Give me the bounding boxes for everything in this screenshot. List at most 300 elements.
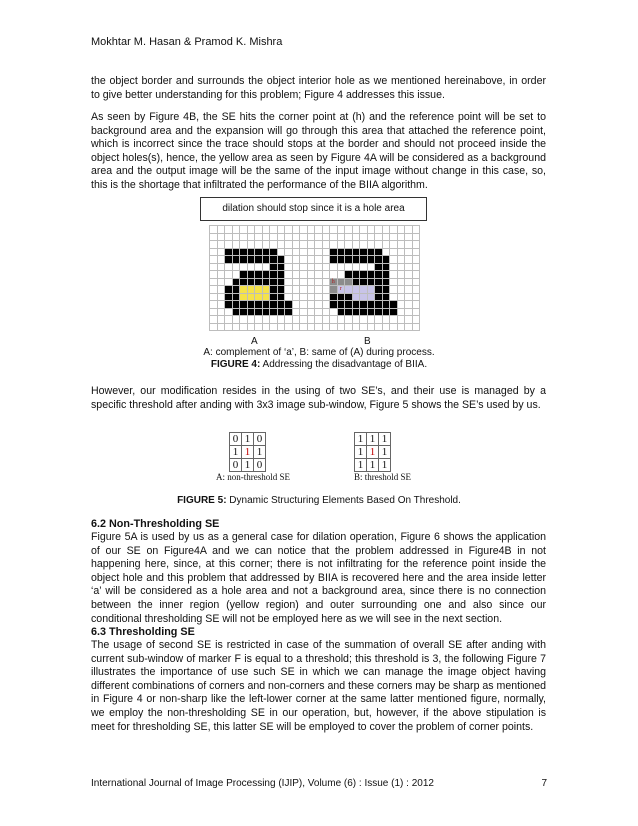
pixel-cell — [315, 256, 323, 264]
pixel-cell — [233, 309, 241, 317]
pixel-cell — [285, 234, 293, 242]
pixel-cell — [353, 256, 361, 264]
pixel-cell — [323, 324, 331, 332]
pixel-cell — [293, 234, 301, 242]
pixel-cell — [210, 256, 218, 264]
pixel-cell — [345, 294, 353, 302]
figure4-grid-b — [314, 225, 420, 331]
pixel-cell — [345, 241, 353, 249]
pixel-cell — [285, 271, 293, 279]
pixel-cell — [383, 301, 391, 309]
pixel-cell — [330, 286, 338, 294]
pixel-cell — [255, 309, 263, 317]
pixel-cell — [278, 226, 286, 234]
pixel-cell — [360, 324, 368, 332]
pixel-cell — [240, 301, 248, 309]
se-cell: 0 — [230, 433, 242, 446]
pixel-cell — [240, 249, 248, 257]
pixel-cell — [293, 286, 301, 294]
pixel-cell — [315, 294, 323, 302]
pixel-cell — [338, 271, 346, 279]
pixel-cell — [248, 286, 256, 294]
pixel-cell — [390, 301, 398, 309]
pixel-cell — [360, 234, 368, 242]
pixel-cell — [278, 309, 286, 317]
pixel-cell — [218, 309, 226, 317]
pixel-cell — [285, 301, 293, 309]
se-cell: 1 — [367, 459, 379, 472]
figure4-caption — [0, 359, 638, 370]
pixel-cell — [240, 234, 248, 242]
pixel-cell — [210, 286, 218, 294]
pixel-cell — [413, 226, 421, 234]
pixel-cell — [360, 294, 368, 302]
pixel-cell — [368, 249, 376, 257]
pixel-cell — [240, 226, 248, 234]
pixel-cell — [218, 279, 226, 287]
pixel-cell — [353, 316, 361, 324]
figure5-se-threshold — [354, 432, 391, 472]
pixel-cell — [383, 286, 391, 294]
pixel-cell — [255, 241, 263, 249]
pixel-cell — [225, 256, 233, 264]
pixel-cell — [405, 301, 413, 309]
se-cell: 1 — [242, 446, 254, 459]
pixel-cell — [375, 309, 383, 317]
pixel-cell — [353, 241, 361, 249]
pixel-cell — [233, 279, 241, 287]
pixel-cell — [398, 279, 406, 287]
pixel-cell — [345, 286, 353, 294]
pixel-cell — [293, 279, 301, 287]
pixel-cell — [360, 241, 368, 249]
pixel-cell — [255, 316, 263, 324]
pixel-cell — [285, 264, 293, 272]
pixel-cell — [345, 234, 353, 242]
pixel-cell — [375, 279, 383, 287]
pixel-cell — [300, 241, 308, 249]
pixel-cell — [248, 294, 256, 302]
pixel-cell — [375, 241, 383, 249]
pixel-cell — [383, 324, 391, 332]
pixel-cell — [398, 286, 406, 294]
pixel-cell — [300, 324, 308, 332]
pixel-cell — [383, 294, 391, 302]
pixel-cell — [368, 234, 376, 242]
pixel-cell — [278, 249, 286, 257]
pixel-cell — [300, 316, 308, 324]
pixel-cell — [225, 286, 233, 294]
pixel-cell — [383, 316, 391, 324]
pixel-cell — [323, 279, 331, 287]
pixel-cell — [218, 264, 226, 272]
pixel-cell — [270, 249, 278, 257]
pixel-cell — [375, 271, 383, 279]
pixel-cell — [345, 271, 353, 279]
pixel-cell — [323, 316, 331, 324]
pixel-cell — [330, 301, 338, 309]
pixel-cell — [278, 316, 286, 324]
pixel-cell — [285, 286, 293, 294]
pixel-cell — [300, 301, 308, 309]
pixel-cell — [233, 256, 241, 264]
pixel-cell — [293, 301, 301, 309]
pixel-cell — [345, 256, 353, 264]
se-cell: 0 — [230, 459, 242, 472]
pixel-cell — [338, 301, 346, 309]
se-cell: 0 — [254, 433, 266, 446]
pixel-cell — [210, 316, 218, 324]
se-cell: 1 — [242, 433, 254, 446]
pixel-cell — [413, 279, 421, 287]
pixel-cell — [225, 294, 233, 302]
pixel-cell — [210, 264, 218, 272]
pixel-cell — [323, 249, 331, 257]
pixel-cell — [293, 271, 301, 279]
section-6-2-heading: 6.2 Non-Thresholding SE — [91, 518, 220, 530]
pixel-cell — [210, 249, 218, 257]
pixel-cell — [263, 316, 271, 324]
pixel-cell — [218, 271, 226, 279]
pixel-cell — [225, 241, 233, 249]
pixel-cell — [263, 241, 271, 249]
pixel-cell — [330, 256, 338, 264]
pixel-cell — [315, 264, 323, 272]
pixel-cell — [375, 234, 383, 242]
pixel-cell — [330, 264, 338, 272]
pixel-cell — [345, 324, 353, 332]
pixel-cell — [315, 226, 323, 234]
pixel-cell — [270, 226, 278, 234]
pixel-cell — [263, 226, 271, 234]
pixel-cell — [225, 301, 233, 309]
se-cell: 0 — [254, 459, 266, 472]
pixel-cell — [285, 294, 293, 302]
pixel-cell — [413, 301, 421, 309]
pixel-cell — [353, 309, 361, 317]
pixel-cell — [285, 249, 293, 257]
figure4-caption-line1: A: complement of ‘a’, B: same of (A) during process. — [203, 347, 435, 358]
pixel-cell — [248, 234, 256, 242]
pixel-cell — [270, 301, 278, 309]
pixel-cell — [300, 309, 308, 317]
figure5-caption-label: FIGURE 5: — [177, 495, 227, 506]
pixel-cell — [390, 249, 398, 257]
pixel-cell — [278, 301, 286, 309]
pixel-cell — [263, 256, 271, 264]
pixel-cell — [293, 226, 301, 234]
pixel-cell — [368, 279, 376, 287]
pixel-cell — [323, 294, 331, 302]
se-cell: 1 — [379, 446, 391, 459]
pixel-cell — [270, 286, 278, 294]
figure5-label-b: B: threshold SE — [354, 472, 412, 482]
pixel-cell — [398, 324, 406, 332]
pixel-cell — [233, 286, 241, 294]
pixel-cell — [405, 279, 413, 287]
pixel-cell — [240, 256, 248, 264]
paragraph-3: However, our modification resides in the using of two SE’s, and their use is managed by a specific threshold after anding with 3x3 image sub-window, Figure 5 shows the SE’s used by us. — [91, 385, 546, 411]
paragraph-1: the object border and surrounds the object interior hole as we mentioned hereinabove, in order to give better understanding for this problem; Figure 4 addresses this issue. — [91, 75, 546, 101]
pixel-cell — [390, 264, 398, 272]
pixel-cell — [255, 264, 263, 272]
pixel-cell — [390, 226, 398, 234]
pixel-cell — [240, 271, 248, 279]
se-cell: 1 — [254, 446, 266, 459]
pixel-cell — [293, 241, 301, 249]
pixel-cell — [248, 256, 256, 264]
pixel-cell — [338, 264, 346, 272]
pixel-cell — [413, 286, 421, 294]
pixel-cell — [383, 309, 391, 317]
pixel-cell — [218, 324, 226, 332]
pixel-cell — [323, 226, 331, 234]
pixel-cell — [330, 226, 338, 234]
pixel-cell — [210, 309, 218, 317]
pixel-cell — [218, 241, 226, 249]
pixel-cell — [285, 226, 293, 234]
pixel-cell — [300, 256, 308, 264]
pixel-cell — [405, 241, 413, 249]
section-6-3-heading: 6.3 Thresholding SE — [91, 626, 195, 638]
pixel-cell — [218, 286, 226, 294]
pixel-cell — [278, 264, 286, 272]
pixel-cell — [233, 264, 241, 272]
pixel-cell — [398, 271, 406, 279]
pixel-cell — [375, 324, 383, 332]
pixel-cell — [338, 279, 346, 287]
pixel-cell — [405, 324, 413, 332]
pixel-cell — [315, 309, 323, 317]
pixel-cell — [398, 294, 406, 302]
pixel-cell — [225, 324, 233, 332]
pixel-cell — [225, 279, 233, 287]
pixel-cell — [315, 249, 323, 257]
pixel-cell: h — [330, 279, 338, 287]
pixel-cell — [383, 271, 391, 279]
pixel-cell — [293, 294, 301, 302]
pixel-cell — [293, 309, 301, 317]
pixel-cell — [263, 264, 271, 272]
pixel-cell — [390, 256, 398, 264]
pixel-cell — [278, 324, 286, 332]
pixel-cell — [225, 226, 233, 234]
pixel-cell — [323, 309, 331, 317]
pixel-cell — [300, 271, 308, 279]
pixel-cell — [405, 286, 413, 294]
se-cell: 1 — [242, 459, 254, 472]
pixel-cell — [278, 241, 286, 249]
pixel-cell — [398, 241, 406, 249]
pixel-cell — [300, 279, 308, 287]
pixel-cell — [270, 234, 278, 242]
pixel-cell — [353, 301, 361, 309]
pixel-cell — [330, 294, 338, 302]
pixel-cell — [360, 264, 368, 272]
pixel-cell — [210, 226, 218, 234]
pixel-cell — [263, 249, 271, 257]
pixel-cell — [375, 294, 383, 302]
pixel-cell — [405, 256, 413, 264]
pixel-cell — [278, 256, 286, 264]
pixel-cell — [368, 316, 376, 324]
pixel-cell — [263, 279, 271, 287]
pixel-cell — [248, 301, 256, 309]
pixel-cell — [225, 316, 233, 324]
pixel-cell — [278, 286, 286, 294]
pixel-cell — [255, 279, 263, 287]
pixel-cell — [210, 271, 218, 279]
pixel-cell — [233, 249, 241, 257]
pixel-cell — [398, 234, 406, 242]
pixel-cell — [240, 324, 248, 332]
pixel-cell — [375, 264, 383, 272]
pixel-cell — [360, 316, 368, 324]
pixel-cell — [360, 271, 368, 279]
pixel-cell — [383, 256, 391, 264]
pixel-cell — [270, 264, 278, 272]
pixel-cell — [218, 294, 226, 302]
pixel-cell — [368, 241, 376, 249]
pixel-cell — [338, 234, 346, 242]
pixel-cell — [390, 309, 398, 317]
pixel-cell — [248, 271, 256, 279]
pixel-cell — [255, 249, 263, 257]
pixel-cell — [233, 241, 241, 249]
pixel-cell — [263, 309, 271, 317]
pixel-cell — [248, 279, 256, 287]
figure5-caption-text: Dynamic Structuring Elements Based On Threshold. — [226, 495, 461, 506]
pixel-cell — [413, 316, 421, 324]
pixel-cell — [315, 279, 323, 287]
pixel-cell — [413, 309, 421, 317]
pixel-cell — [270, 316, 278, 324]
pixel-cell — [278, 279, 286, 287]
pixel-cell — [285, 316, 293, 324]
pixel-cell — [278, 294, 286, 302]
pixel-cell — [240, 279, 248, 287]
pixel-cell — [255, 256, 263, 264]
pixel-cell — [368, 271, 376, 279]
pixel-cell — [300, 234, 308, 242]
pixel-cell — [248, 324, 256, 332]
pixel-cell — [413, 256, 421, 264]
pixel-cell — [383, 279, 391, 287]
pixel-cell — [375, 249, 383, 257]
pixel-cell — [345, 264, 353, 272]
pixel-cell — [398, 249, 406, 257]
se-cell: 1 — [355, 459, 367, 472]
pixel-cell — [390, 271, 398, 279]
pixel-cell — [360, 301, 368, 309]
footer — [91, 778, 547, 789]
pixel-cell — [368, 256, 376, 264]
pixel-cell — [285, 241, 293, 249]
pixel-cell — [353, 279, 361, 287]
pixel-cell — [315, 286, 323, 294]
se-cell: 1 — [367, 433, 379, 446]
pixel-cell — [398, 256, 406, 264]
figure4-label-b: B — [364, 336, 371, 347]
figure4-label-a: A — [251, 336, 258, 347]
figure4-caption-text: Addressing the disadvantage of BIIA. — [260, 359, 428, 370]
pixel-cell — [413, 264, 421, 272]
pixel-cell — [360, 226, 368, 234]
running-header: Mokhtar M. Hasan & Pramod K. Mishra — [91, 36, 283, 48]
paragraph-2: As seen by Figure 4B, the SE hits the corner point at (h) and the reference point will be set to background area and the expansion will go through this area that attached the reference point, which is incorrect since the trace should stops at the border and should not proceed inside the object holes(s), hence, the yellow area as seen by Figure 4A will be considered as a background area and the output image will be the same of the input image without change in this case, so, this is the shortage that infiltrated the performance of the BIIA algorithm. — [91, 111, 546, 191]
pixel-cell — [210, 301, 218, 309]
pixel-cell — [218, 316, 226, 324]
pixel-cell — [368, 226, 376, 234]
pixel-cell — [270, 271, 278, 279]
pixel-cell — [315, 316, 323, 324]
pixel-cell — [413, 271, 421, 279]
pixel-cell — [210, 324, 218, 332]
pixel-cell — [285, 279, 293, 287]
page-number: 7 — [541, 778, 547, 789]
pixel-cell — [330, 324, 338, 332]
pixel-cell — [233, 226, 241, 234]
pixel-cell — [353, 249, 361, 257]
pixel-cell — [233, 234, 241, 242]
pixel-cell — [240, 241, 248, 249]
pixel-cell — [353, 234, 361, 242]
pixel-cell — [330, 234, 338, 242]
pixel-cell — [218, 301, 226, 309]
pixel-cell — [255, 324, 263, 332]
pixel-cell — [315, 301, 323, 309]
pixel-cell — [225, 264, 233, 272]
pixel-cell — [263, 234, 271, 242]
pixel-cell — [338, 316, 346, 324]
pixel-cell — [255, 286, 263, 294]
pixel-cell — [330, 249, 338, 257]
pixel-cell — [233, 324, 241, 332]
figure4-caption-label: FIGURE 4: — [210, 359, 261, 370]
pixel-cell — [300, 226, 308, 234]
pixel-cell — [398, 264, 406, 272]
pixel-cell — [225, 234, 233, 242]
pixel-cell — [210, 279, 218, 287]
se-cell: 1 — [230, 446, 242, 459]
pixel-cell — [338, 249, 346, 257]
pixel-cell — [338, 241, 346, 249]
pixel-cell — [293, 324, 301, 332]
pixel-cell — [270, 324, 278, 332]
pixel-cell — [270, 309, 278, 317]
pixel-cell: r — [338, 286, 346, 294]
pixel-cell — [323, 264, 331, 272]
pixel-cell — [360, 249, 368, 257]
pixel-cell — [323, 234, 331, 242]
pixel-cell — [330, 316, 338, 324]
pixel-cell — [240, 264, 248, 272]
pixel-cell — [233, 294, 241, 302]
pixel-cell — [345, 279, 353, 287]
figure5-label-a: A: non-threshold SE — [216, 472, 290, 482]
pixel-cell — [300, 294, 308, 302]
pixel-cell — [225, 249, 233, 257]
pixel-cell — [263, 286, 271, 294]
pixel-cell — [368, 264, 376, 272]
pixel-cell — [240, 294, 248, 302]
pixel-cell — [248, 264, 256, 272]
pixel-cell — [315, 234, 323, 242]
pixel-cell — [413, 324, 421, 332]
pixel-cell — [360, 309, 368, 317]
pixel-cell — [255, 301, 263, 309]
pixel-cell — [405, 234, 413, 242]
